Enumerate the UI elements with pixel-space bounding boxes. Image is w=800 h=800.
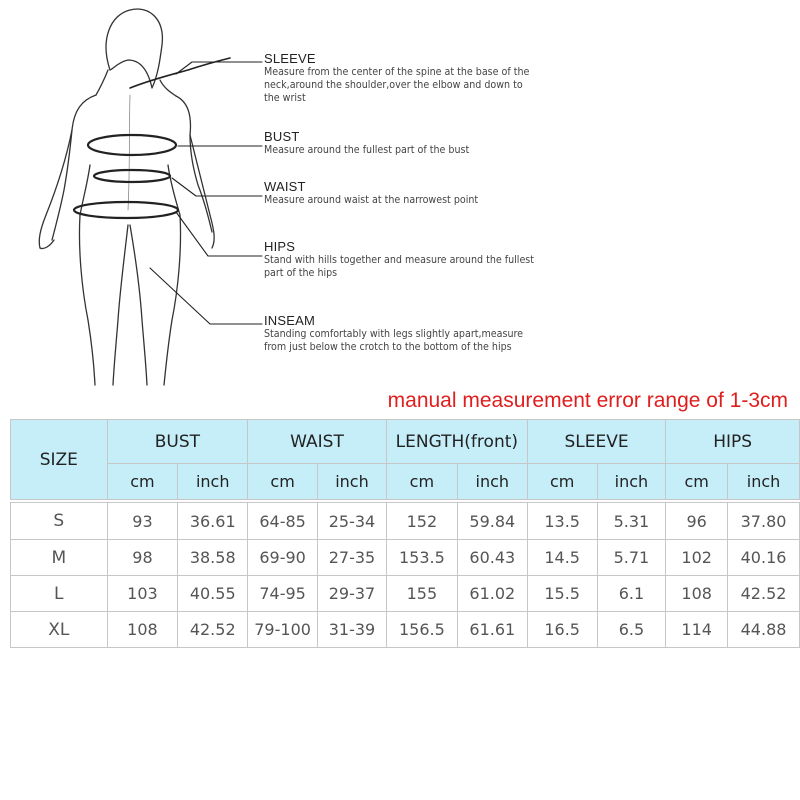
- leader-line-inseam: [150, 268, 262, 324]
- table-cell: 103: [107, 576, 178, 612]
- size-column-header: SIZE: [11, 420, 108, 500]
- annotation-hips: [264, 239, 624, 280]
- annotation-description-line: Measure around waist at the narrowest point: [264, 194, 479, 206]
- table-cell: 6.1: [597, 576, 666, 612]
- unit-header: inch: [178, 464, 248, 500]
- table-header-row: [11, 420, 800, 464]
- torso-right-outline: [176, 96, 212, 232]
- size-label: XL: [11, 612, 108, 648]
- annotation-title: WAIST: [264, 179, 306, 194]
- table-cell: 156.5: [386, 612, 457, 648]
- annotation-title: BUST: [264, 129, 300, 144]
- annotation-description-line: Measure around the fullest part of the bust: [264, 144, 470, 156]
- table-cell: 155: [386, 576, 457, 612]
- group-header-bust: BUST: [107, 420, 248, 464]
- head-outline: [106, 9, 162, 88]
- size-label: S: [11, 503, 108, 540]
- table-cell: 61.02: [457, 576, 527, 612]
- unit-header: cm: [386, 464, 457, 500]
- table-cell: 59.84: [457, 503, 527, 540]
- hips-loop: [74, 202, 178, 218]
- table-cell: 114: [666, 612, 728, 648]
- group-header-length: LENGTH(front): [386, 420, 527, 464]
- annotation-title: SLEEVE: [264, 51, 316, 66]
- annotation-description-line: neck,around the shoulder,over the elbow and down to: [264, 79, 523, 91]
- size-label: L: [11, 576, 108, 612]
- table-cell: 15.5: [527, 576, 597, 612]
- unit-header: inch: [318, 464, 387, 500]
- measurement-figure: [0, 0, 800, 390]
- annotation-bust: [264, 129, 624, 157]
- annotation-description-line: Standing comfortably with legs slightly apart,measure: [264, 328, 524, 340]
- table-cell: 36.61: [178, 503, 248, 540]
- bust-loop: [88, 135, 176, 155]
- table-cell: 69-90: [248, 540, 318, 576]
- table-cell: 16.5: [527, 612, 597, 648]
- table-row: [11, 576, 800, 612]
- table-cell: 38.58: [178, 540, 248, 576]
- table-cell: 93: [107, 503, 178, 540]
- table-cell: 79-100: [248, 612, 318, 648]
- annotation-waist: [264, 179, 624, 207]
- measurement-error-note: manual measurement error range of 1-3cm: [387, 389, 788, 412]
- table-cell: 6.5: [597, 612, 666, 648]
- table-cell: 64-85: [248, 503, 318, 540]
- annotation-description-line: from just below the crotch to the bottom of the hips: [264, 341, 512, 353]
- table-cell: 40.16: [728, 540, 800, 576]
- table-cell: 61.61: [457, 612, 527, 648]
- unit-header: cm: [107, 464, 178, 500]
- unit-header-row: [11, 464, 800, 500]
- table-cell: 96: [666, 503, 728, 540]
- left-leg-outline: [79, 215, 95, 385]
- unit-header: inch: [457, 464, 527, 500]
- right-leg-outline: [164, 215, 181, 385]
- group-header-waist: WAIST: [248, 420, 387, 464]
- annotation-sleeve: [264, 51, 624, 105]
- table-cell: 27-35: [318, 540, 387, 576]
- annotation-description-line: the wrist: [264, 92, 306, 104]
- table-cell: 153.5: [386, 540, 457, 576]
- size-chart-table: [10, 419, 800, 648]
- unit-header: cm: [248, 464, 318, 500]
- table-cell: 98: [107, 540, 178, 576]
- table-cell: 13.5: [527, 503, 597, 540]
- annotation-description-line: part of the hips: [264, 267, 338, 279]
- table-cell: 102: [666, 540, 728, 576]
- table-cell: 5.31: [597, 503, 666, 540]
- table-cell: 14.5: [527, 540, 597, 576]
- table-row: [11, 503, 800, 540]
- table-cell: 40.55: [178, 576, 248, 612]
- annotation-title: INSEAM: [264, 313, 316, 328]
- table-cell: 108: [107, 612, 178, 648]
- table-cell: 152: [386, 503, 457, 540]
- table-row: [11, 612, 800, 648]
- table-cell: 44.88: [728, 612, 800, 648]
- table-cell: 42.52: [178, 612, 248, 648]
- table-cell: 108: [666, 576, 728, 612]
- table-cell: 5.71: [597, 540, 666, 576]
- unit-header: cm: [666, 464, 728, 500]
- table-row: [11, 540, 800, 576]
- waist-loop: [94, 170, 170, 182]
- group-header-hips: HIPS: [666, 420, 800, 464]
- leader-line-hips: [176, 212, 262, 256]
- leader-line-sleeve: [176, 62, 262, 74]
- table-cell: 42.52: [728, 576, 800, 612]
- unit-header: inch: [597, 464, 666, 500]
- table-cell: 37.80: [728, 503, 800, 540]
- table-cell: 25-34: [318, 503, 387, 540]
- unit-header: cm: [527, 464, 597, 500]
- table-cell: 74-95: [248, 576, 318, 612]
- annotation-description-line: Measure from the center of the spine at the base of the: [264, 66, 530, 78]
- leader-line-waist: [172, 178, 262, 196]
- group-header-sleeve: SLEEVE: [527, 420, 666, 464]
- table-cell: 31-39: [318, 612, 387, 648]
- table-cell: 29-37: [318, 576, 387, 612]
- annotation-inseam: [264, 313, 624, 354]
- size-label: M: [11, 540, 108, 576]
- annotation-description-line: Stand with hills together and measure around the fullest: [264, 254, 535, 266]
- annotation-title: HIPS: [264, 239, 296, 254]
- unit-header: inch: [728, 464, 800, 500]
- table-cell: 60.43: [457, 540, 527, 576]
